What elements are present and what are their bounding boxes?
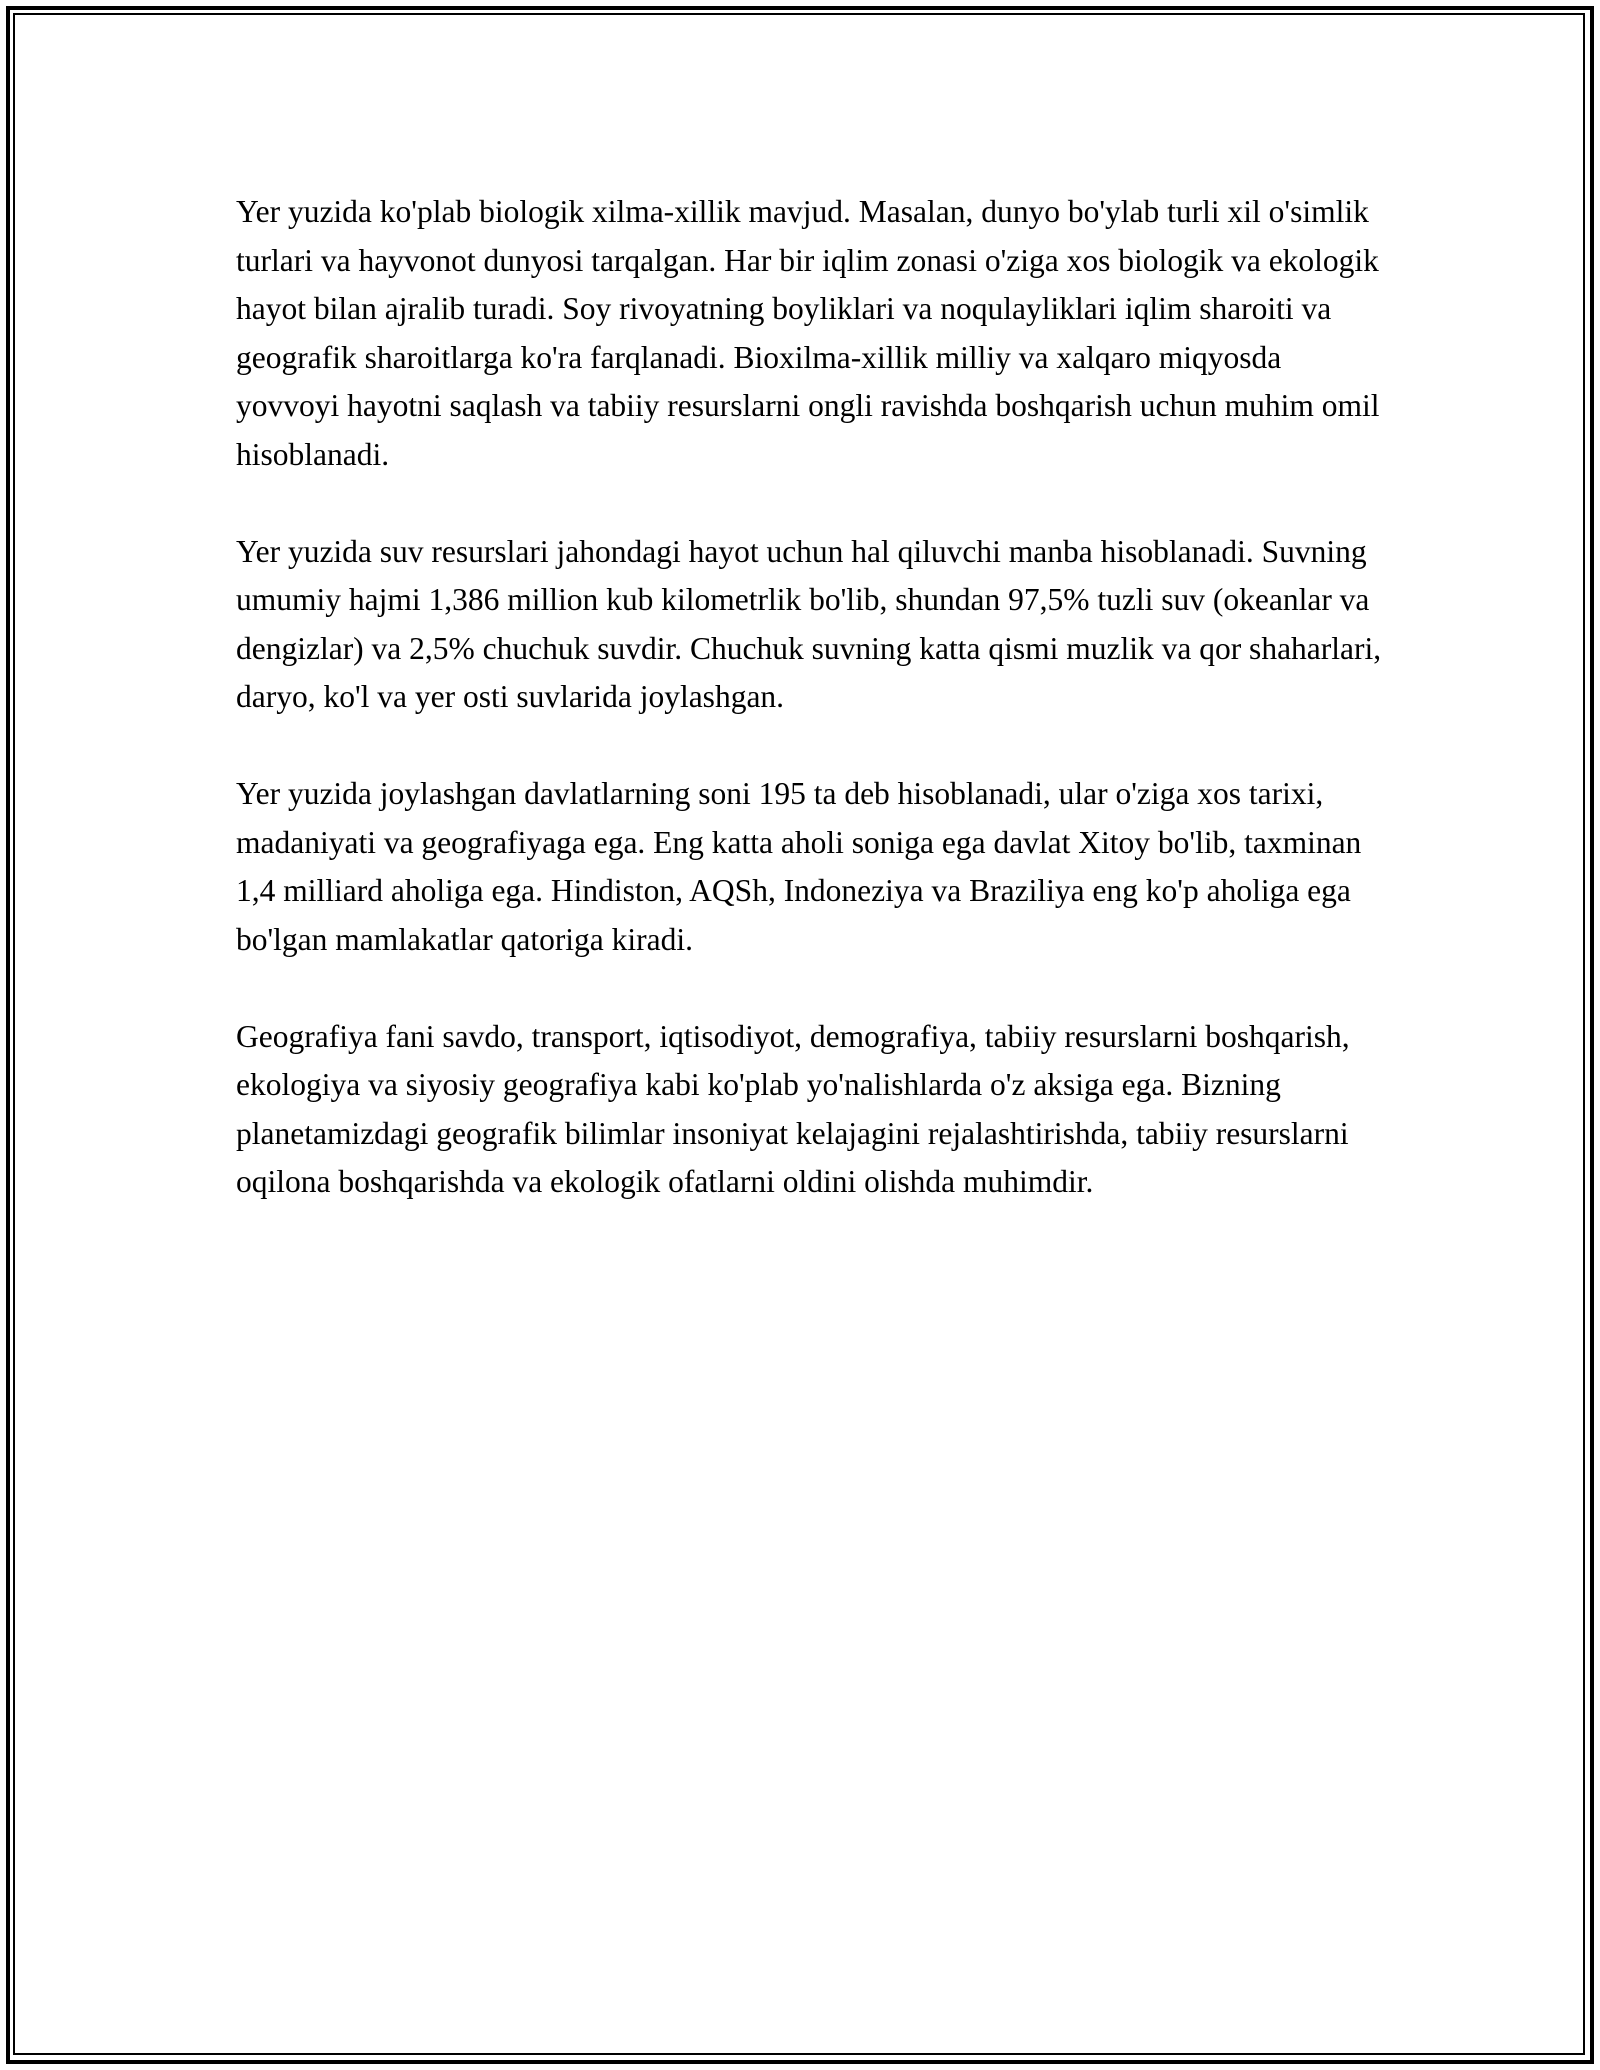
paragraph-water-resources: Yer yuzida suv resurslari jahondagi hayot uchun hal qiluvchi manba hisoblanadi. Suvning umumiy hajmi 1,386 million kub kilometrlik bo'lib, shundan 97,5% tuzli suv (okeanlar va dengizlar) va 2,5% chuchuk suvdir. Chuchuk suvning katta qismi muzlik va qor shaharlari, daryo, ko'l va yer osti suvlarida joylashgan.: [236, 533, 1382, 714]
document-body: [236, 188, 1386, 1255]
paragraph-countries: Yer yuzida joylashgan davlatlarning soni 195 ta deb hisoblanadi, ular o'ziga xos tarixi, madaniyati va geografiyaga ega. Eng katta aholi soniga ega davlat Xitoy bo'lib, taxminan 1,4 milliard aholiga ega. Hindiston, AQSh, Indoneziya va Braziliya eng ko'p aholiga ega bo'lgan mamlakatlar qatoriga kiradi.: [236, 776, 1362, 957]
paragraph-geography-science: Geografiya fani savdo, transport, iqtisodiyot, demografiya, tabiiy resurslarni boshqarish, ekologiya va siyosiy geografiya kabi ko'plab yo'nalishlarda o'z aksiga ega. Bizning planetamizdagi geografik bilimlar insoniyat kelajagini rejalashtirishda, tabiiy resurslarni oqilona boshqarishda va ekologik ofatlarni oldini olishda muhimdir.: [236, 1018, 1350, 1199]
paragraph-biodiversity: Yer yuzida ko'plab biologik xilma-xillik mavjud. Masalan, dunyo bo'ylab turli xil o'simlik turlari va hayvonot dunyosi tarqalgan. Har bir iqlim zonasi o'ziga xos biologik va ekologik hayot bilan ajralib turadi. Soy rivoyatning boyliklari va noqulayliklari iqlim sharoiti va geografik sharoitlarga ko'ra farqlanadi. Bioxilma-xillik milliy va xalqaro miqyosda yovvoyi hayotni saqlash va tabiiy resurslarni ongli ravishda boshqarish uchun muhim omil hisoblanadi.: [236, 194, 1380, 472]
